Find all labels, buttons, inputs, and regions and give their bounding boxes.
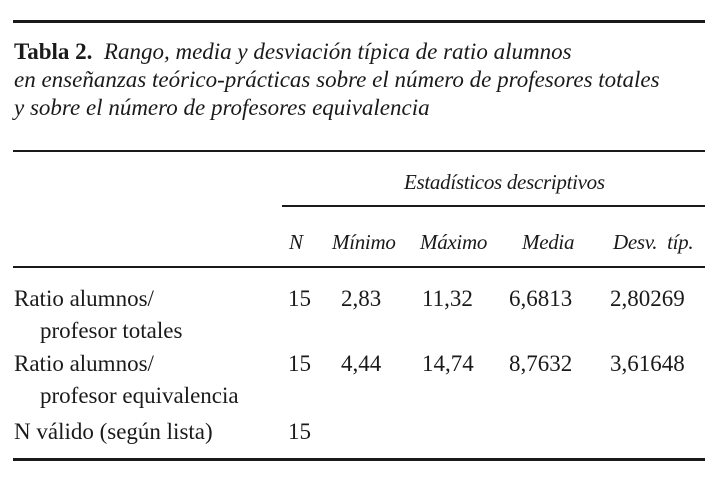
row-2-n: 15 bbox=[288, 351, 311, 376]
row-1-n: 15 bbox=[288, 286, 311, 311]
row-3-n: 15 bbox=[288, 419, 311, 444]
caption-line-3: y sobre el número de profesores equivalencia bbox=[14, 95, 430, 120]
row-2-mean: 8,7632 bbox=[509, 351, 573, 376]
row-1-max: 11,32 bbox=[422, 286, 473, 311]
col-header-sd: Desv. típ. bbox=[613, 230, 694, 254]
bottom-rule bbox=[13, 458, 705, 461]
col-header-mean: Media bbox=[522, 230, 575, 254]
row-2-label-line-1: Ratio alumnos/ bbox=[14, 351, 154, 376]
row-1-sd: 2,80269 bbox=[610, 286, 685, 311]
header-bottom-rule bbox=[13, 266, 705, 268]
caption-text-1: Rango, media y desviación típica de ratio alumnos bbox=[103, 39, 572, 64]
group-header: Estadísticos descriptivos bbox=[404, 170, 605, 194]
row-1-mean: 6,6813 bbox=[509, 286, 573, 311]
row-1-label-line-2: profesor totales bbox=[40, 318, 183, 343]
caption-label: Tabla 2. bbox=[14, 39, 93, 64]
top-rule bbox=[13, 20, 705, 23]
caption-line-1 bbox=[14, 38, 714, 66]
row-2-label-line-2: profesor equivalencia bbox=[40, 383, 239, 408]
caption-bottom-rule bbox=[13, 150, 705, 152]
col-header-max: Máximo bbox=[420, 230, 488, 254]
row-1-label-line-1: Ratio alumnos/ bbox=[14, 286, 154, 311]
col-header-n: N bbox=[289, 230, 303, 254]
group-header-rule bbox=[282, 205, 705, 207]
table-caption bbox=[14, 38, 714, 122]
row-3-label: N válido (según lista) bbox=[14, 419, 213, 444]
caption-line-2: en enseñanzas teórico-prácticas sobre el número de profesores totales bbox=[14, 67, 660, 92]
row-2-sd: 3,61648 bbox=[610, 351, 685, 376]
row-2-max: 14,74 bbox=[422, 351, 474, 376]
col-header-min: Mínimo bbox=[332, 230, 396, 254]
row-2-min: 4,44 bbox=[341, 351, 382, 376]
row-1-min: 2,83 bbox=[341, 286, 382, 311]
